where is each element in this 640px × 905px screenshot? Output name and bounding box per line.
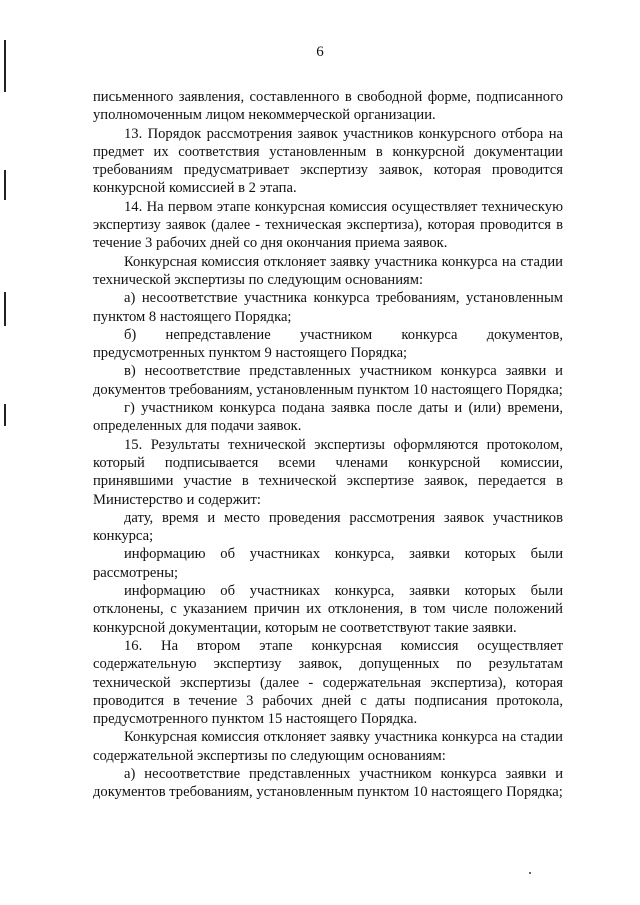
paragraph: Конкурсная комиссия отклоняет заявку участника конкурса на стадии содержательной экспертизы по следующим основаниям: — [93, 729, 563, 764]
paragraph: дату, время и место проведения рассмотрения заявок участников конкурса; — [93, 509, 563, 545]
paragraph: а) несоответствие представленных участником конкурса заявки и документов требованиям, установленным пунктом 10 настоящего Порядка; — [93, 765, 563, 801]
paragraph: информацию об участниках конкурса, заявки которых были отклонены, с указанием причин их отклонения, в том числе положений конкурсной документации, которым не соответствуют такие заявки. — [93, 583, 563, 636]
scan-margin-mark — [4, 170, 6, 200]
paragraph: 13. Порядок рассмотрения заявок участников конкурсного отбора на предмет их соответствия установленным в конкурсной документации требованиям предусматривает экспертизу заявок, которая проводится конкурсной комиссией в 2 этапа. — [93, 125, 563, 197]
paragraph: 16. На втором этапе конкурсная комиссия осуществляет содержательную экспертизу заявок, допущенных по результатам технической экспертизы (далее - содержательная экспертиза), которая проводится в течение 3 рабочих дней с даты подписания протокола, предусмотренного пунктом 15 настоящего Порядка. — [93, 637, 563, 728]
paragraph: Конкурсная комиссия отклоняет заявку участника конкурса на стадии технической экспертизы по следующим основаниям: — [93, 253, 563, 288]
paragraph: 14. На первом этапе конкурсная комиссия осуществляет техническую экспертизу заявок (далее - техническая экспертиза), которая проводится в течение 3 рабочих дней со дня окончания приема заявок. — [93, 198, 563, 252]
paragraph: г) участником конкурса подана заявка после даты и (или) времени, определенных для подачи заявок. — [93, 400, 563, 435]
paragraph: письменного заявления, составленного в свободной форме, подписанного уполномоченным лицом некоммерческой организации. — [93, 89, 563, 124]
paragraph: 15. Результаты технической экспертизы оформляются протоколом, который подписывается всеми членами конкурсной комиссии, принявшими участие в технической экспертизе заявок, передается в Министерство и содержит: — [93, 436, 563, 508]
scan-dot — [529, 872, 531, 874]
paragraph: б) непредставление участником конкурса документов, предусмотренных пунктом 9 настоящего Порядка; — [93, 326, 563, 362]
paragraph: а) несоответствие участника конкурса требованиям, установленным пунктом 8 настоящего Порядка; — [93, 290, 563, 325]
document-body — [93, 88, 563, 802]
scan-margin-mark — [4, 40, 6, 92]
paragraph: информацию об участниках конкурса, заявки которых были рассмотрены; — [93, 546, 563, 581]
scan-margin-mark — [4, 404, 6, 426]
scan-margin-mark — [4, 292, 6, 326]
page-number: 6 — [316, 44, 324, 60]
paragraph: в) несоответствие представленных участником конкурса заявки и документов требованиям, установленным пунктом 10 настоящего Порядка; — [93, 363, 563, 398]
